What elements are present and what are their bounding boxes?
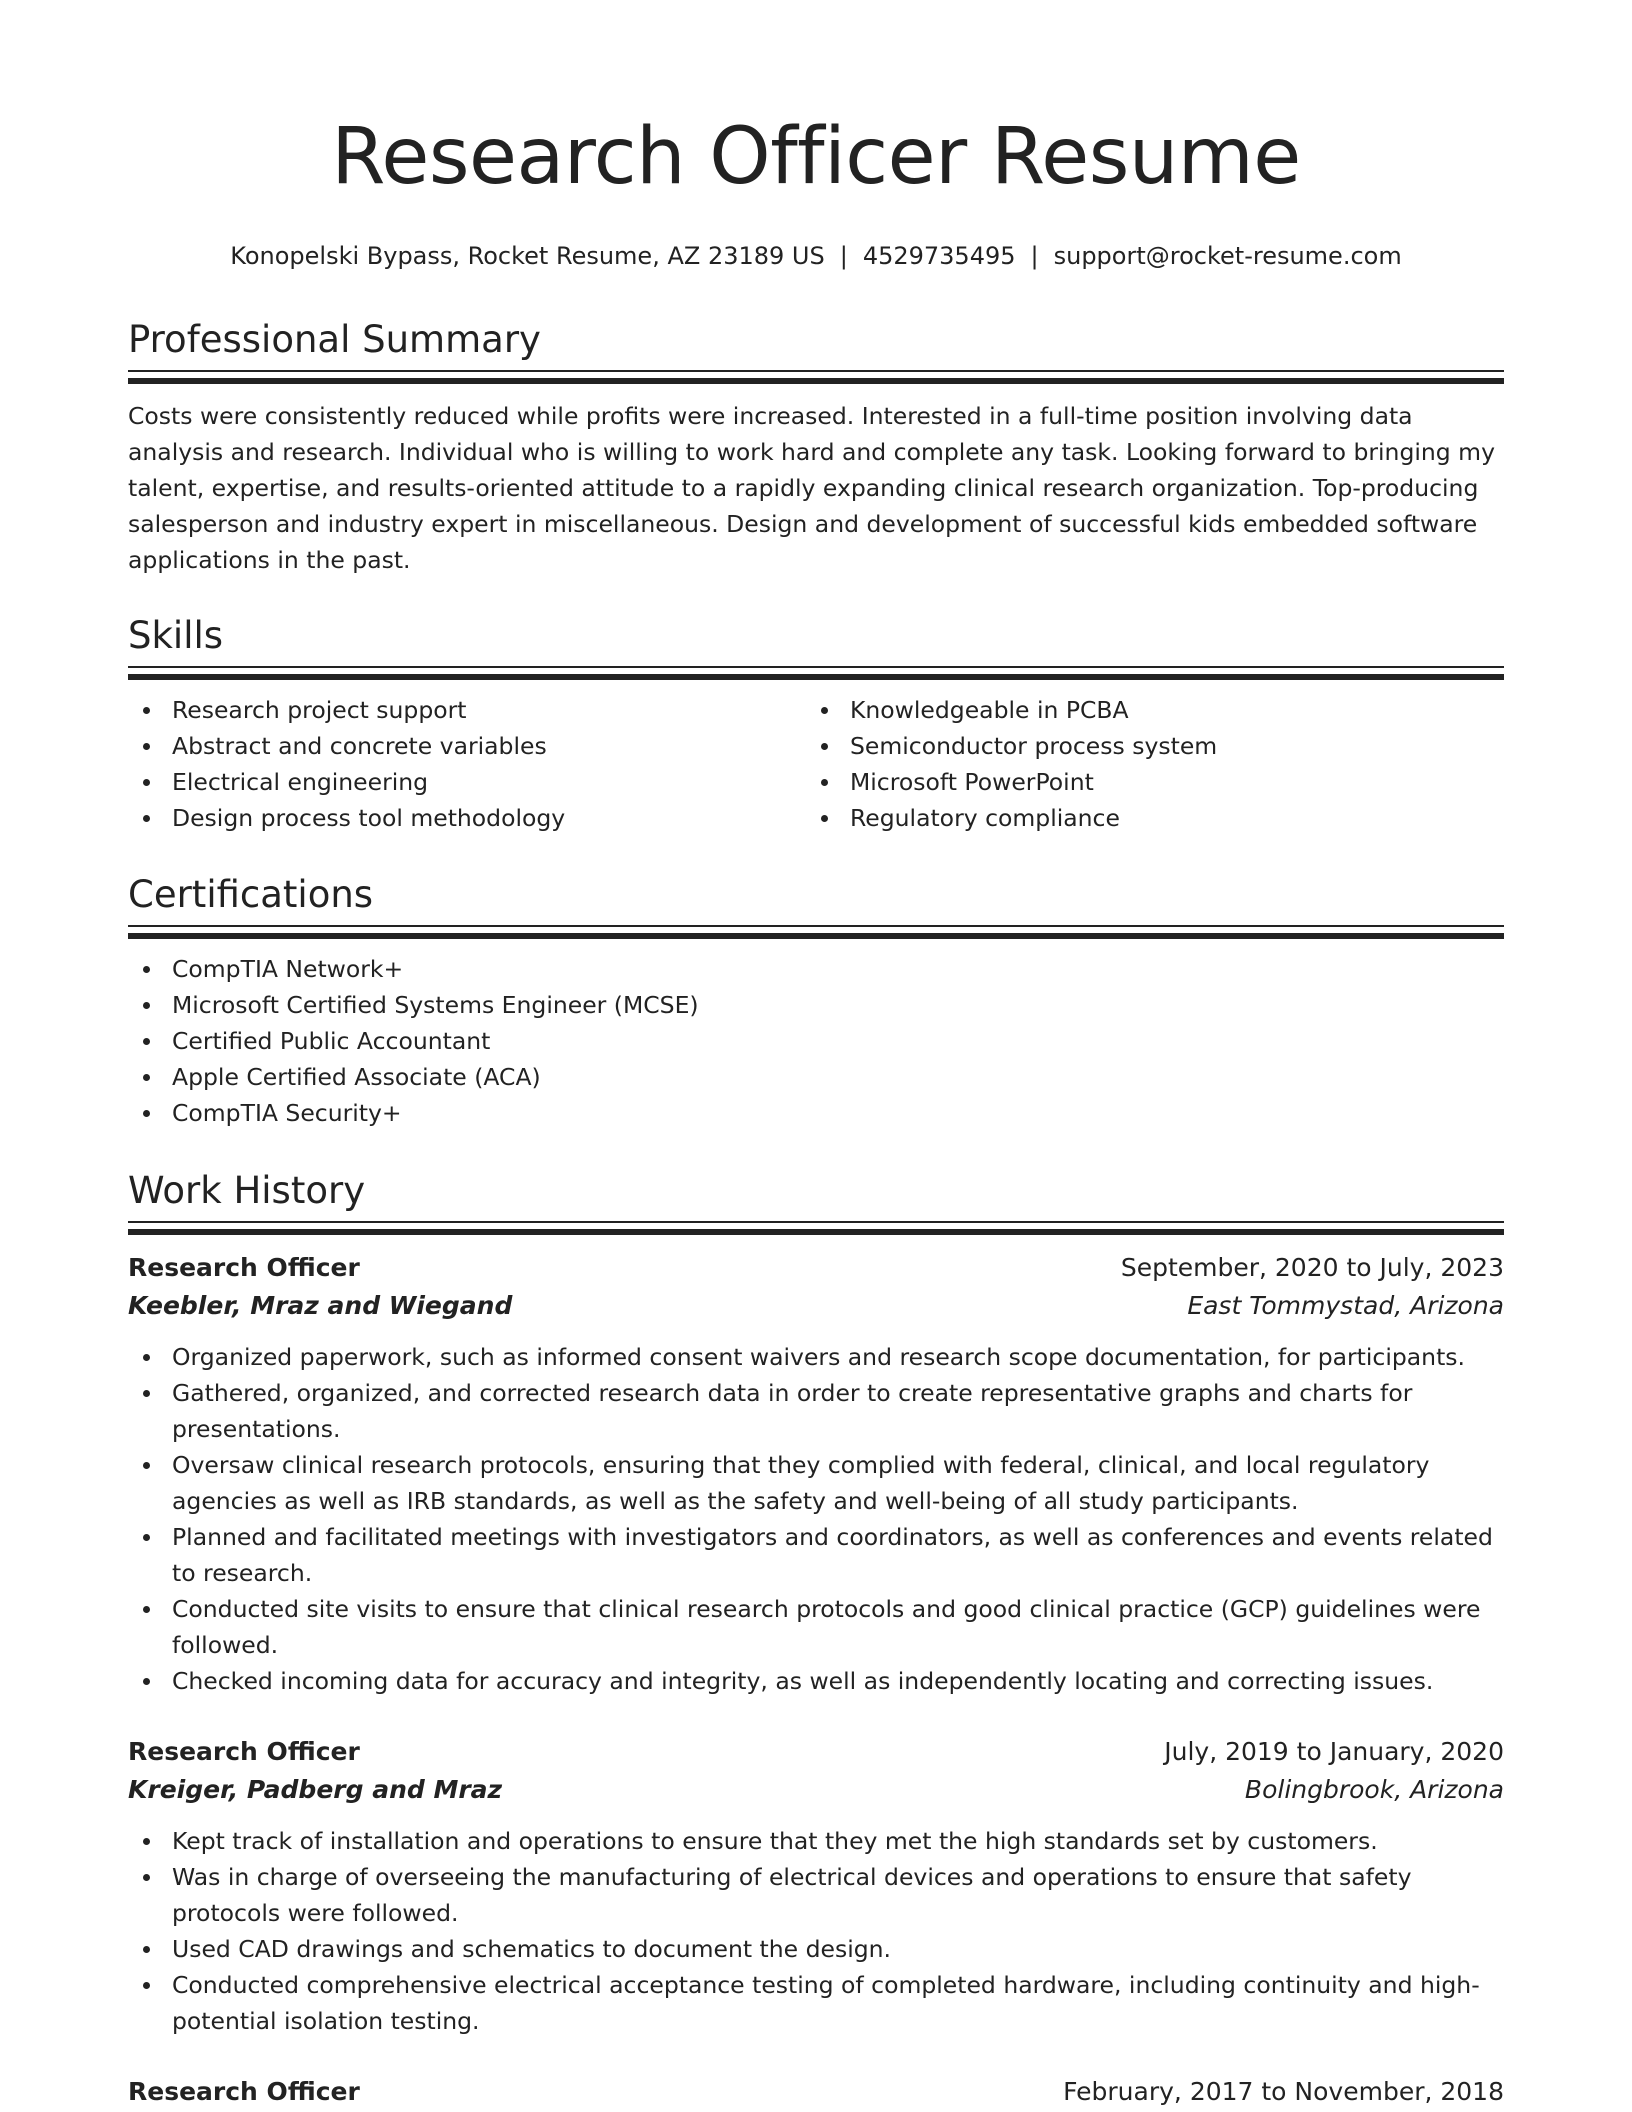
- skills-list-left: [128, 692, 806, 836]
- summary-text: Costs were consistently reduced while profits were increased. Interested in a full-time position involving data analysis and research. Individual who is willing to work hard and complete any task. Looking forward to bringing my talent, expertise, and results-oriented attitude to a rapidly expanding clinical research organization. Top-producing salesperson and industry expert in miscellaneous. Design and development of successful kids embedded software applications in the past.: [128, 402, 1495, 574]
- job-dates: February, 2017 to November, 2018: [1063, 2077, 1504, 2106]
- job-bullet: Was in charge of overseeing the manufacturing of electrical devices and operations to ensure that safety protocols were followed.: [128, 1859, 1504, 1931]
- section-rule: [128, 666, 1504, 668]
- job-title: Research Officer: [128, 1737, 360, 1766]
- certification-item: Apple Certified Associate (ACA): [128, 1059, 1504, 1095]
- certification-item: Microsoft Certified Systems Engineer (MCSE): [128, 987, 1504, 1023]
- job-location: Bolingbrook, Arizona: [1244, 1775, 1504, 1804]
- job-header-row: [128, 2073, 1504, 2111]
- work-history-section: [128, 1169, 1504, 2111]
- job-bullet: Planned and facilitated meetings with investigators and coordinators, as well as conferences and events related to research.: [128, 1519, 1504, 1591]
- section-rule: [128, 370, 1504, 372]
- job-dates: July, 2019 to January, 2020: [1164, 1737, 1504, 1766]
- section-rule: [128, 933, 1504, 939]
- job-company: Keebler, Mraz and Wiegand: [128, 1291, 513, 1320]
- certification-item: Certified Public Accountant: [128, 1023, 1504, 1059]
- section-rule: [128, 1229, 1504, 1235]
- contact-separator: |: [839, 242, 848, 270]
- job-subheader-row: [128, 1771, 1504, 1809]
- job-title: Research Officer: [128, 1253, 360, 1282]
- certifications-section: [128, 873, 1504, 1131]
- skill-item: Abstract and concrete variables: [128, 728, 806, 764]
- job-bullet: Organized paperwork, such as informed consent waivers and research scope documentation, for participants.: [128, 1339, 1504, 1375]
- job-title: Research Officer: [128, 2077, 360, 2106]
- job-entry: [128, 1249, 1504, 1699]
- certification-item: CompTIA Network+: [128, 951, 1504, 987]
- job-bullet: Conducted site visits to ensure that clinical research protocols and good clinical practice (GCP) guidelines were followed.: [128, 1591, 1504, 1663]
- job-bullet: Used CAD drawings and schematics to document the design.: [128, 1931, 1504, 1967]
- certifications-list: [128, 951, 1504, 1131]
- skill-item: Semiconductor process system: [806, 728, 1484, 764]
- skills-section: [128, 614, 1504, 836]
- section-rule: [128, 1221, 1504, 1223]
- job-company: Kreiger, Padberg and Mraz: [128, 1775, 503, 1804]
- job-bullet: Kept track of installation and operations to ensure that they met the high standards set by customers.: [128, 1823, 1504, 1859]
- skills-list-right: [806, 692, 1484, 836]
- job-entry: [128, 1733, 1504, 2039]
- section-heading: Professional Summary: [128, 318, 541, 361]
- section-rule: [128, 925, 1504, 927]
- contact-separator: |: [1030, 242, 1039, 270]
- job-header-row: [128, 1249, 1504, 1287]
- skill-item: Knowledgeable in PCBA: [806, 692, 1484, 728]
- skills-grid: [128, 692, 1504, 836]
- contact-address: Konopelski Bypass, Rocket Resume, AZ 23189 US: [230, 242, 825, 270]
- job-header-row: [128, 1733, 1504, 1771]
- job-bullet: Gathered, organized, and corrected research data in order to create representative graphs and charts for presentations.: [128, 1375, 1504, 1447]
- job-bullet: Checked incoming data for accuracy and integrity, as well as independently locating and correcting issues.: [128, 1663, 1504, 1699]
- job-bullets: [128, 1823, 1504, 2039]
- contact-phone: 4529735495: [862, 242, 1016, 270]
- skill-item: Design process tool methodology: [128, 800, 806, 836]
- summary-section: [128, 318, 1504, 578]
- section-heading: Work History: [128, 1169, 366, 1212]
- skill-item: Research project support: [128, 692, 806, 728]
- resume-title: Research Officer Resume: [331, 112, 1301, 202]
- job-dates: September, 2020 to July, 2023: [1120, 1253, 1504, 1282]
- section-rule: [128, 674, 1504, 680]
- job-bullet: Oversaw clinical research protocols, ensuring that they complied with federal, clinical, and local regulatory agencies as well as IRB standards, as well as the safety and well-being of all study participants.: [128, 1447, 1504, 1519]
- skill-item: Electrical engineering: [128, 764, 806, 800]
- skill-item: Regulatory compliance: [806, 800, 1484, 836]
- section-heading: Skills: [128, 614, 224, 657]
- contact-email: support@rocket-resume.com: [1053, 242, 1402, 270]
- section-rule: [128, 378, 1504, 384]
- job-bullets: [128, 1339, 1504, 1699]
- job-entry: [128, 2073, 1504, 2111]
- skill-item: Microsoft PowerPoint: [806, 764, 1484, 800]
- job-bullet: Conducted comprehensive electrical acceptance testing of completed hardware, including continuity and high-potential isolation testing.: [128, 1967, 1504, 2039]
- job-location: East Tommystad, Arizona: [1187, 1291, 1504, 1320]
- section-heading: Certifications: [128, 873, 374, 916]
- contact-line: [128, 240, 1504, 272]
- job-subheader-row: [128, 1287, 1504, 1325]
- certification-item: CompTIA Security+: [128, 1095, 1504, 1131]
